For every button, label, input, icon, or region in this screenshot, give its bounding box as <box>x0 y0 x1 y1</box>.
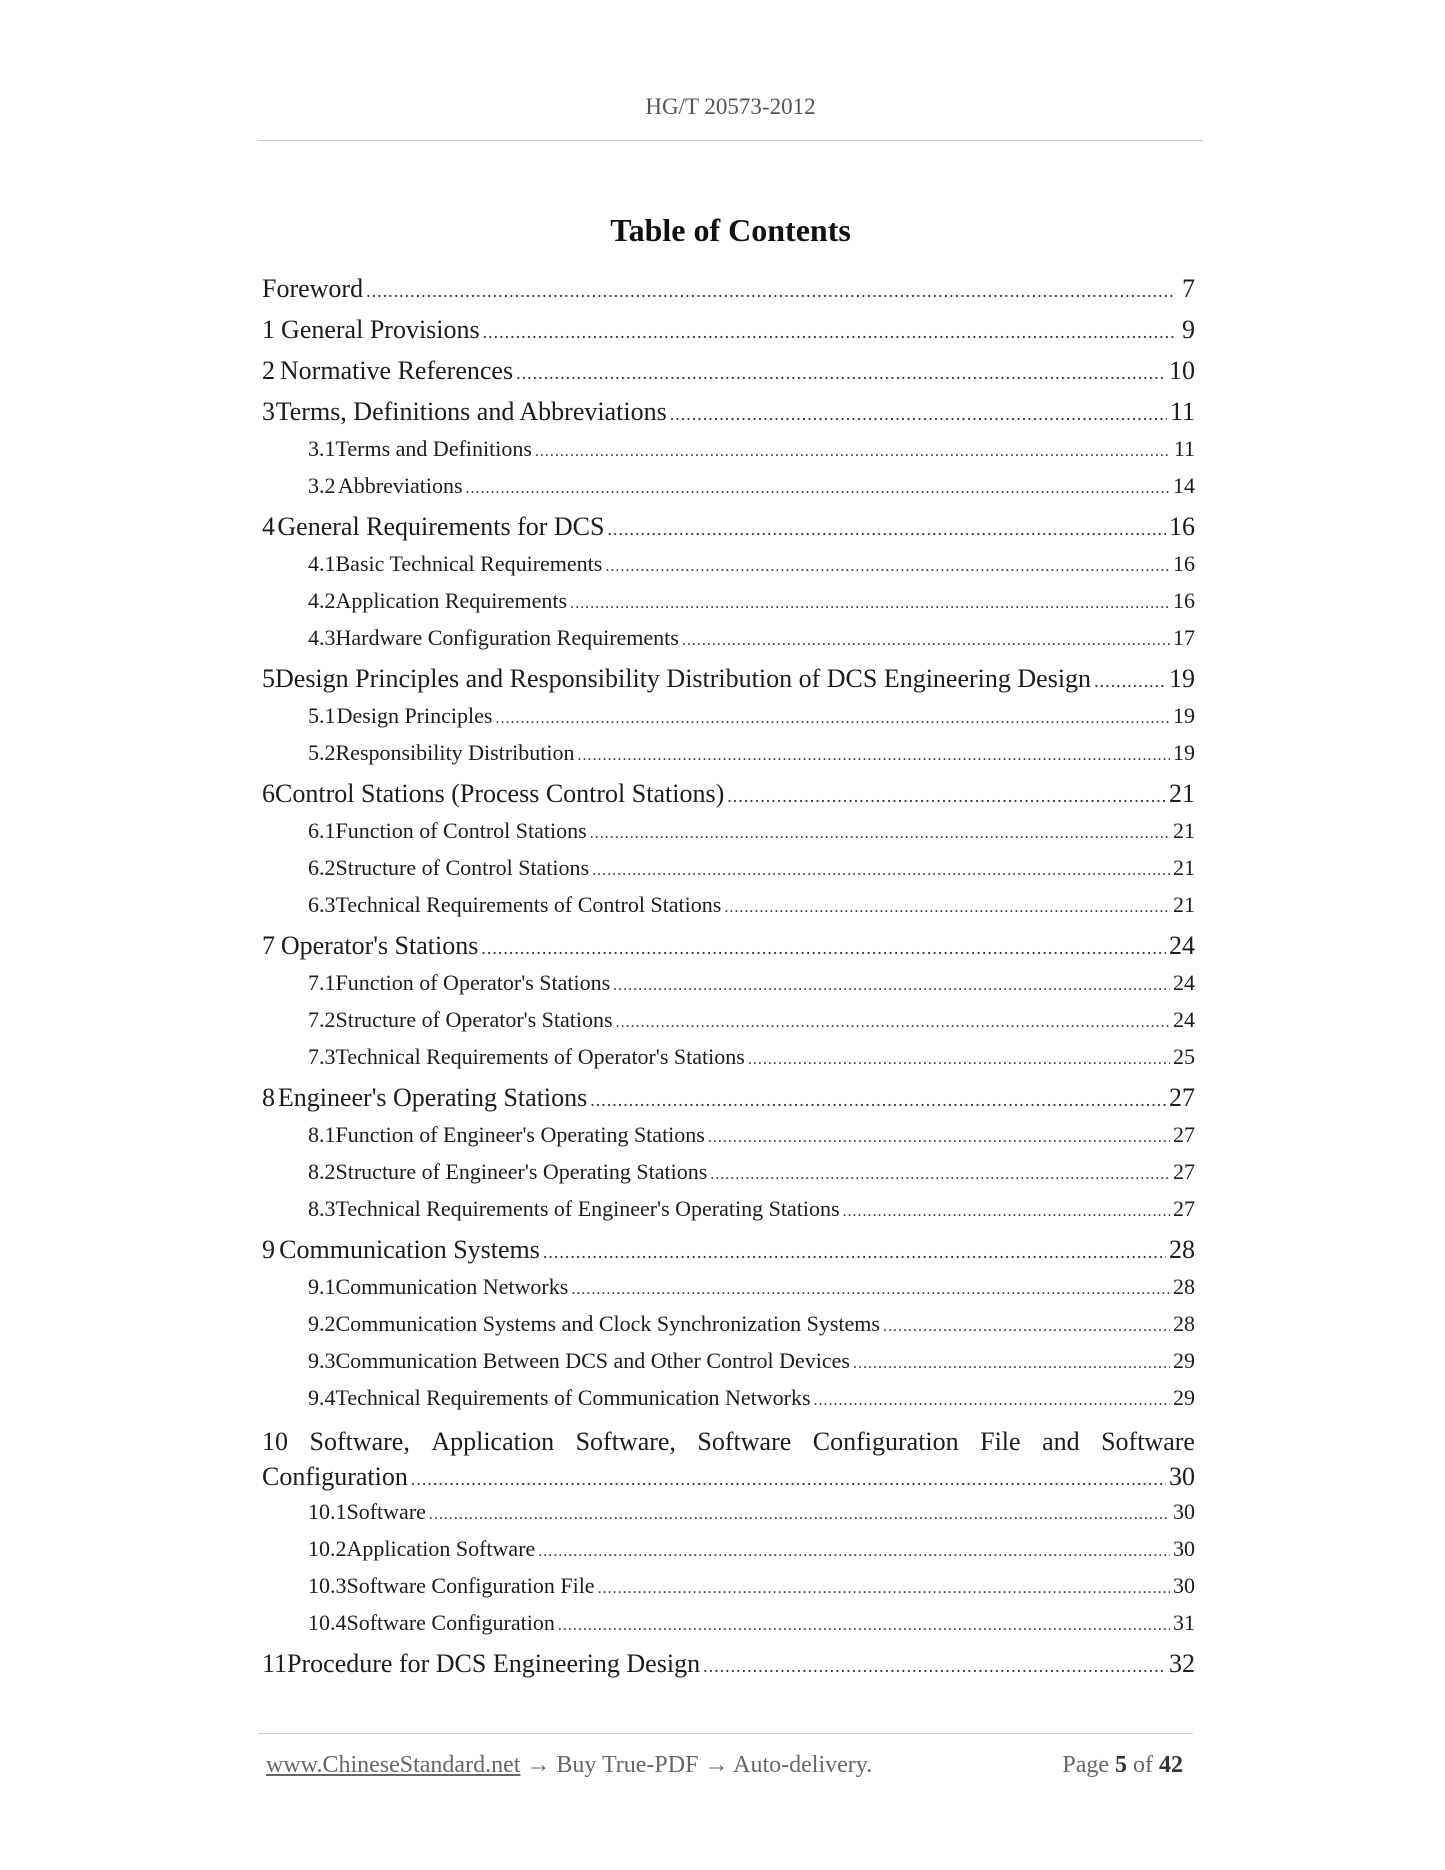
toc-entry-page: 29 <box>1173 1348 1195 1373</box>
toc-entry-page: 17 <box>1173 625 1195 650</box>
toc-entry-3[interactable] <box>262 397 1195 433</box>
toc-entry-10-4[interactable] <box>308 1610 1195 1642</box>
site-link[interactable]: www.ChineseStandard.net <box>266 1752 521 1778</box>
toc-entry-number: 10.2 <box>308 1536 347 1561</box>
dot-leader <box>748 1051 1170 1069</box>
toc-entry-8-2[interactable] <box>308 1159 1195 1191</box>
toc-entry-11[interactable] <box>262 1649 1195 1685</box>
toc-entry-number: 1 <box>262 315 275 344</box>
page-current: 5 <box>1115 1752 1127 1778</box>
page-of-word: of <box>1133 1752 1153 1778</box>
toc-entry-label-word: Software, <box>309 1427 410 1456</box>
toc-entry-page: 21 <box>1173 855 1195 880</box>
toc-entry-number: 6.1 <box>308 818 336 843</box>
dot-leader <box>590 1090 1166 1111</box>
toc-entry-10-3[interactable] <box>308 1573 1195 1605</box>
toc-entry-page: 27 <box>1173 1122 1195 1147</box>
toc-entry-foreword[interactable] <box>262 274 1195 310</box>
toc-entry-label: Function of Engineer's Operating Stations <box>335 1122 705 1147</box>
toc-entry-page: 19 <box>1173 740 1195 765</box>
toc-entry-number: 4.1 <box>308 551 336 576</box>
toc-entry-page: 30 <box>1173 1499 1195 1524</box>
dot-leader <box>495 710 1170 728</box>
toc-entry-label-word: and <box>1042 1427 1080 1456</box>
toc-entry-number: 6.3 <box>308 892 336 917</box>
toc-entry-7-1[interactable] <box>308 970 1195 1002</box>
toc-entry-page: 28 <box>1173 1274 1195 1299</box>
toc-entry-6-2[interactable] <box>308 855 1195 887</box>
dot-leader <box>1094 671 1166 692</box>
dot-leader <box>538 1543 1170 1561</box>
toc-entry-label-word: Application <box>431 1427 555 1456</box>
toc-entry-number: 7 <box>262 931 275 960</box>
dot-leader <box>843 1203 1170 1221</box>
toc-entry-label: Software <box>346 1499 426 1524</box>
dot-leader <box>535 443 1171 461</box>
document-code-header: HG/T 20573-2012 <box>645 94 816 119</box>
toc-entry-8[interactable] <box>262 1083 1195 1119</box>
dot-leader <box>543 1242 1166 1263</box>
toc-entry-page: 19 <box>1169 664 1195 693</box>
toc-entry-number: 7.2 <box>308 1007 336 1032</box>
toc-entry-label: Foreword <box>262 274 364 303</box>
toc-entry-number: 6 <box>262 779 275 808</box>
toc-entry-label: Design Principles and Responsibility Distribution of DCS Engineering Design <box>275 664 1092 693</box>
toc-entry-label: Terms and Definitions <box>335 436 532 461</box>
toc-entry-label: Application Requirements <box>335 588 568 613</box>
toc-entry-number: 10.4 <box>308 1610 347 1635</box>
toc-entry-9[interactable] <box>262 1235 1195 1271</box>
dot-leader <box>590 825 1170 843</box>
dot-leader <box>429 1506 1170 1524</box>
footer-purchase-line <box>266 1752 872 1779</box>
toc-entry-page: 21 <box>1173 818 1195 843</box>
arrow-right-icon: → <box>526 1752 551 1778</box>
toc-entry-page: 29 <box>1173 1385 1195 1410</box>
toc-entry-page: 21 <box>1173 892 1195 917</box>
dot-leader <box>710 1166 1170 1184</box>
toc-entry-number: 11 <box>262 1649 288 1678</box>
toc-entry-6-3[interactable] <box>308 892 1195 924</box>
dot-leader <box>466 480 1170 498</box>
toc-entry-10-2[interactable] <box>308 1536 1195 1568</box>
dot-leader <box>558 1617 1170 1635</box>
toc-entry-page: 16 <box>1173 588 1195 613</box>
toc-entry-label: Technical Requirements of Operator's Stations <box>335 1044 745 1069</box>
toc-entry-label-word: Configuration <box>812 1427 959 1456</box>
toc-entry-label: Procedure for DCS Engineering Design <box>287 1649 701 1678</box>
dot-leader <box>598 1580 1170 1598</box>
toc-entry-number: 9.2 <box>308 1311 336 1336</box>
dot-leader <box>605 558 1170 576</box>
toc-entry-label-word: Software <box>697 1427 792 1456</box>
dot-leader <box>727 786 1166 807</box>
toc-entry-label: Technical Requirements of Control Stations <box>335 892 722 917</box>
dot-leader <box>724 899 1170 917</box>
toc-entry-label: Structure of Operator's Stations <box>335 1007 613 1032</box>
toc-entry-10-continued[interactable] <box>262 1462 1195 1498</box>
toc-entry-label: Application Software <box>346 1536 536 1561</box>
toc-entry-number: 4.2 <box>308 588 336 613</box>
toc-entry-label: Structure of Control Stations <box>335 855 590 880</box>
toc-entry-label: Structure of Engineer's Operating Stations <box>335 1159 708 1184</box>
toc-entry-1[interactable] <box>262 315 1195 351</box>
toc-entry-label: Software Configuration File <box>346 1573 595 1598</box>
toc-entry-number: 4 <box>262 512 275 541</box>
toc-entry-5-2[interactable] <box>308 740 1195 772</box>
toc-entry-5[interactable] <box>262 664 1195 700</box>
toc-entry-3-2[interactable] <box>308 473 1195 505</box>
toc-entry-label: Communication Between DCS and Other Control Devices <box>335 1348 850 1373</box>
toc-entry-number: 9 <box>262 1235 275 1264</box>
dot-leader <box>670 404 1167 425</box>
toc-entry-number: 9.3 <box>308 1348 336 1373</box>
dot-leader <box>571 1281 1170 1299</box>
toc-entry-page: 11 <box>1173 436 1195 461</box>
dot-leader <box>814 1392 1170 1410</box>
toc-entry-label: Operator's Stations <box>280 931 479 960</box>
toc-entry-label: Control Stations (Process Control Stations) <box>275 779 725 808</box>
toc-entry-label: Software Configuration <box>346 1610 555 1635</box>
dot-leader <box>366 281 1174 302</box>
toc-entry-number: 7.3 <box>308 1044 336 1069</box>
toc-entry-page: 24 <box>1169 931 1195 960</box>
toc-entry-label: Technical Requirements of Communication Networks <box>335 1385 811 1410</box>
dot-leader <box>708 1129 1170 1147</box>
toc-entry-label: Function of Control Stations <box>335 818 587 843</box>
toc-entry-page: 24 <box>1173 970 1195 995</box>
toc-entry-9-4[interactable] <box>308 1385 1195 1417</box>
toc-entry-3-1[interactable] <box>308 436 1195 468</box>
toc-entry-2[interactable] <box>262 356 1195 392</box>
toc-entry-label: Technical Requirements of Engineer's Operating Stations <box>335 1196 840 1221</box>
toc-entry-number: 8.1 <box>308 1122 336 1147</box>
toc-entry-8-3[interactable] <box>308 1196 1195 1228</box>
toc-entry-number: 6.2 <box>308 855 336 880</box>
toc-entry-page: 30 <box>1173 1573 1195 1598</box>
toc-entry-4-2[interactable] <box>308 588 1195 620</box>
toc-entry-4-1[interactable] <box>308 551 1195 583</box>
toc-entry-7-2[interactable] <box>308 1007 1195 1039</box>
toc-entry-5-1[interactable] <box>308 703 1195 735</box>
toc-entry-page: 27 <box>1169 1083 1195 1112</box>
toc-entry-10[interactable] <box>262 1427 1195 1457</box>
toc-entry-page: 16 <box>1173 551 1195 576</box>
arrow-right-icon: → <box>704 1752 729 1778</box>
page-word: Page <box>1062 1752 1109 1778</box>
page-title: Table of Contents <box>610 212 851 248</box>
toc-entry-page: 31 <box>1173 1610 1195 1635</box>
dot-leader <box>516 363 1166 384</box>
dot-leader <box>411 1469 1166 1490</box>
toc-entry-label: Responsibility Distribution <box>335 740 575 765</box>
toc-entry-number: 8.2 <box>308 1159 336 1184</box>
dot-leader <box>592 862 1170 880</box>
toc-entry-number: 9.4 <box>308 1385 336 1410</box>
toc-entry-label: Engineer's Operating Stations <box>277 1083 588 1112</box>
toc-entry-page: 30 <box>1169 1462 1195 1491</box>
toc-entry-7-3[interactable] <box>308 1044 1195 1076</box>
toc-entry-4-3[interactable] <box>308 625 1195 657</box>
toc-entry-page: 28 <box>1173 1311 1195 1336</box>
toc-entry-label: Communication Systems and Clock Synchronization Systems <box>335 1311 880 1336</box>
toc-entry-number: 5.2 <box>308 740 336 765</box>
toc-entry-number: 10.3 <box>308 1573 347 1598</box>
page-number <box>1062 1752 1183 1779</box>
dot-leader <box>853 1355 1170 1373</box>
toc-entry-9-1[interactable] <box>308 1274 1195 1306</box>
footer-divider <box>258 1733 1193 1734</box>
toc-entry-page: 10 <box>1169 356 1195 385</box>
toc-entry-8-1[interactable] <box>308 1122 1195 1154</box>
dot-leader <box>481 938 1166 959</box>
toc-entry-6-1[interactable] <box>308 818 1195 850</box>
buy-true-pdf-text: Buy True-PDF <box>556 1752 699 1778</box>
toc-entry-number: 10 <box>262 1427 288 1456</box>
toc-entry-7[interactable] <box>262 931 1195 967</box>
toc-entry-number: 3.2 <box>308 473 336 498</box>
toc-entry-label: Hardware Configuration Requirements <box>335 625 679 650</box>
dot-leader <box>577 747 1170 765</box>
toc-entry-page: 27 <box>1173 1159 1195 1184</box>
toc-entry-number: 5.1 <box>308 703 336 728</box>
toc-entry-number: 8 <box>262 1083 275 1112</box>
toc-entry-label: Design Principles <box>336 703 493 728</box>
dot-leader <box>703 1656 1166 1677</box>
dot-leader <box>616 1014 1170 1032</box>
toc-entry-page: 28 <box>1169 1235 1195 1264</box>
toc-entry-page: 32 <box>1169 1649 1195 1678</box>
toc-entry-page: 9 <box>1182 315 1195 344</box>
toc-entry-number: 5 <box>262 664 275 693</box>
toc-entry-page: 30 <box>1173 1536 1195 1561</box>
toc-entry-label-word: File <box>980 1427 1021 1456</box>
toc-entry-4[interactable] <box>262 512 1195 548</box>
auto-delivery-text: Auto-delivery. <box>733 1752 873 1778</box>
toc-entry-6[interactable] <box>262 779 1195 815</box>
toc-entry-label-word: Software, <box>575 1427 676 1456</box>
dot-leader <box>570 595 1170 613</box>
toc-entry-page: 11 <box>1169 397 1195 426</box>
toc-entry-9-3[interactable] <box>308 1348 1195 1380</box>
toc-entry-10-1[interactable] <box>308 1499 1195 1531</box>
dot-leader <box>883 1318 1170 1336</box>
toc-entry-number: 2 <box>262 356 275 385</box>
toc-entry-number: 10.1 <box>308 1499 347 1524</box>
toc-entry-number: 4.3 <box>308 625 336 650</box>
toc-entry-number: 9.1 <box>308 1274 336 1299</box>
toc-entry-number: 3.1 <box>308 436 336 461</box>
dot-leader <box>607 519 1166 540</box>
toc-entry-number: 8.3 <box>308 1196 336 1221</box>
toc-entry-page: 25 <box>1173 1044 1195 1069</box>
toc-entry-label: Terms, Definitions and Abbreviations <box>275 397 667 426</box>
toc-entry-label: Configuration <box>262 1462 408 1491</box>
toc-entry-label: Function of Operator's Stations <box>335 970 611 995</box>
toc-entry-label-word: Software <box>1101 1427 1195 1456</box>
toc-entry-page: 7 <box>1182 274 1195 303</box>
toc-entry-page: 19 <box>1173 703 1195 728</box>
dot-leader <box>682 632 1170 650</box>
toc-entry-label: Abbreviations <box>337 473 463 498</box>
toc-entry-page: 27 <box>1173 1196 1195 1221</box>
dot-leader <box>613 977 1170 995</box>
toc-entry-label: Communication Networks <box>335 1274 569 1299</box>
toc-entry-label: Basic Technical Requirements <box>335 551 603 576</box>
dot-leader <box>483 322 1174 343</box>
toc-entry-number: 3 <box>262 397 275 426</box>
toc-entry-page: 21 <box>1169 779 1195 808</box>
toc-entry-page: 14 <box>1173 473 1195 498</box>
toc-entry-page: 24 <box>1173 1007 1195 1032</box>
toc-entry-page: 16 <box>1169 512 1195 541</box>
toc-entry-label: Normative References <box>279 356 514 385</box>
toc-entry-9-2[interactable] <box>308 1311 1195 1343</box>
toc-entry-number: 7.1 <box>308 970 336 995</box>
toc-entry-label: General Requirements for DCS <box>277 512 605 541</box>
page-total: 42 <box>1159 1752 1183 1778</box>
toc-entry-label: General Provisions <box>281 315 480 344</box>
toc-entry-label: Communication Systems <box>279 1235 540 1264</box>
